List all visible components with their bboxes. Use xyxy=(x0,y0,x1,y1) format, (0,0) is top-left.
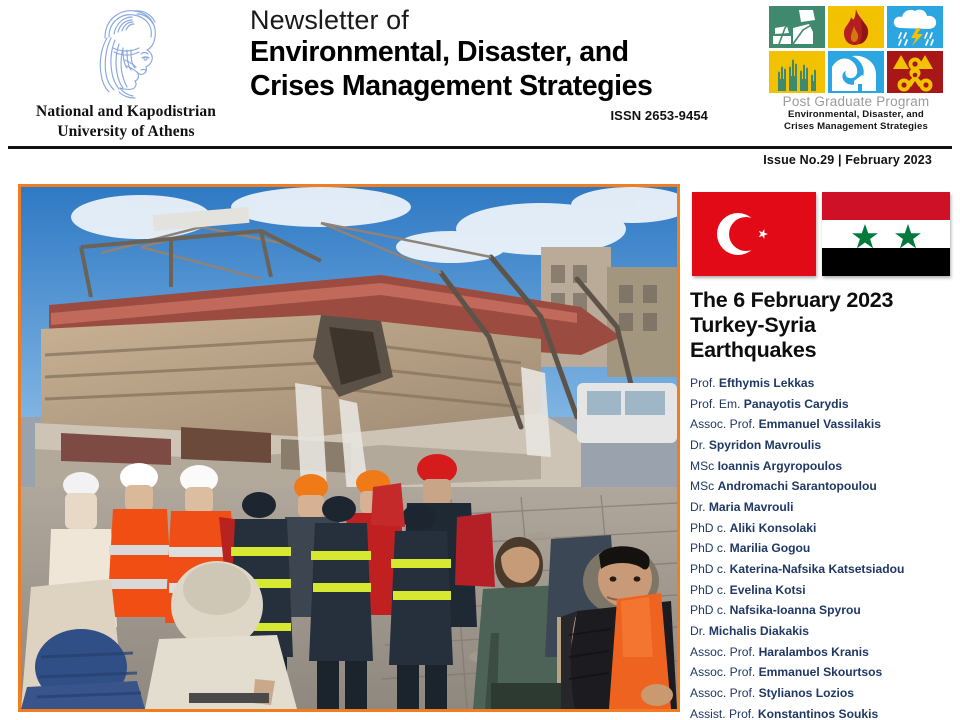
author-rank: Assoc. Prof. xyxy=(690,417,756,432)
list-item xyxy=(690,563,952,575)
university-branding xyxy=(12,4,240,142)
author-name: Maria Mavrouli xyxy=(708,499,794,514)
author-name: Marilia Gogou xyxy=(729,541,811,556)
syria-flag xyxy=(822,192,950,276)
landslide-icon xyxy=(769,6,825,48)
author-name: Emmanuel Skourtsos xyxy=(758,665,883,680)
author-name: Michalis Diakakis xyxy=(708,624,810,639)
author-name: Haralambos Kranis xyxy=(758,644,869,659)
author-rank: MSc xyxy=(690,479,715,494)
author-name: Konstantinos Soukis xyxy=(757,706,879,720)
turkey-flag xyxy=(692,192,816,276)
author-rank: PhD c. xyxy=(690,582,727,597)
author-rank: MSc xyxy=(690,458,715,473)
issn-text: ISSN 2653-9454 xyxy=(610,107,708,123)
fire-icon xyxy=(828,6,884,48)
author-list xyxy=(690,377,952,720)
topic-line2: Turkey-Syria xyxy=(690,312,816,337)
author-name: Aliki Konsolaki xyxy=(729,520,817,535)
author-rank: Assoc. Prof. xyxy=(690,665,756,680)
topic-line3: Earthquakes xyxy=(690,337,817,362)
list-item xyxy=(690,460,952,472)
author-name: Andromachi Sarantopoulou xyxy=(717,479,877,494)
author-name: Emmanuel Vassilakis xyxy=(758,417,881,432)
list-item xyxy=(690,687,952,699)
list-item xyxy=(690,542,952,554)
university-name-line1: National and Kapodistrian xyxy=(36,103,216,120)
newsletter-title-line1: Environmental, Disaster, and xyxy=(250,36,629,69)
author-name: Efthymis Lekkas xyxy=(718,375,815,390)
flags-row xyxy=(690,190,952,278)
list-item xyxy=(690,418,952,430)
newsletter-title xyxy=(250,36,750,103)
author-rank: PhD c. xyxy=(690,562,727,576)
newsletter-kicker: Newsletter of xyxy=(250,5,409,35)
raised-hands-icon xyxy=(769,51,825,93)
newsletter-title-line2: Crises Management Strategies xyxy=(250,69,653,102)
issue-label: Issue No.29 | February 2023 xyxy=(763,153,932,167)
author-name: Nafsika-Ioanna Spyrou xyxy=(729,603,861,618)
list-item xyxy=(690,708,952,720)
program-name-line2: Crises Management Strategies xyxy=(784,121,928,133)
feature-topic-title xyxy=(690,288,952,363)
list-item xyxy=(690,480,952,492)
storm-icon xyxy=(887,6,943,48)
list-item xyxy=(690,666,952,678)
author-rank: Prof. xyxy=(690,375,716,390)
program-subtitle: Post Graduate Program xyxy=(782,94,930,109)
cover-photo xyxy=(18,184,680,712)
header-divider xyxy=(8,146,952,149)
author-name: Panayotis Carydis xyxy=(743,396,849,411)
list-item xyxy=(690,398,952,410)
author-rank: PhD c. xyxy=(690,520,727,535)
author-name: Spyridon Mavroulis xyxy=(708,437,822,452)
author-name: Katerina-Nafsika Katsetsiadou xyxy=(729,562,905,576)
biohazard-icon xyxy=(887,51,943,93)
author-rank: PhD c. xyxy=(690,541,727,556)
university-name xyxy=(12,102,240,142)
right-panel xyxy=(690,190,952,720)
list-item xyxy=(690,439,952,451)
author-rank: Prof. Em. xyxy=(690,396,741,411)
program-name-line1: Environmental, Disaster, and xyxy=(788,109,924,121)
author-rank: Assist. Prof. xyxy=(690,706,755,720)
athena-head-icon xyxy=(83,4,169,100)
list-item xyxy=(690,522,952,534)
newsletter-title-block xyxy=(250,6,750,123)
author-rank: Assoc. Prof. xyxy=(690,686,756,701)
author-rank: PhD c. xyxy=(690,603,727,618)
list-item xyxy=(690,501,952,513)
topic-line1: The 6 February 2023 xyxy=(690,288,894,312)
author-rank: Dr. xyxy=(690,437,706,452)
list-item xyxy=(690,604,952,616)
university-name-line2: University of Athens xyxy=(57,122,195,140)
program-icon-grid xyxy=(769,6,946,93)
author-rank: Dr. xyxy=(690,624,706,639)
list-item xyxy=(690,377,952,389)
author-name: Stylianos Lozios xyxy=(758,686,854,701)
list-item xyxy=(690,646,952,658)
page-header xyxy=(0,0,960,148)
list-item xyxy=(690,625,952,637)
author-rank: Assoc. Prof. xyxy=(690,644,756,659)
author-name: Evelina Kotsi xyxy=(729,582,806,597)
list-item xyxy=(690,584,952,596)
author-name: Ioannis Argyropoulos xyxy=(717,458,843,473)
postgraduate-program-logo xyxy=(766,6,946,134)
author-rank: Dr. xyxy=(690,499,706,514)
earthquake-rescue-photo xyxy=(21,187,677,709)
flood-wave-icon xyxy=(828,51,884,93)
